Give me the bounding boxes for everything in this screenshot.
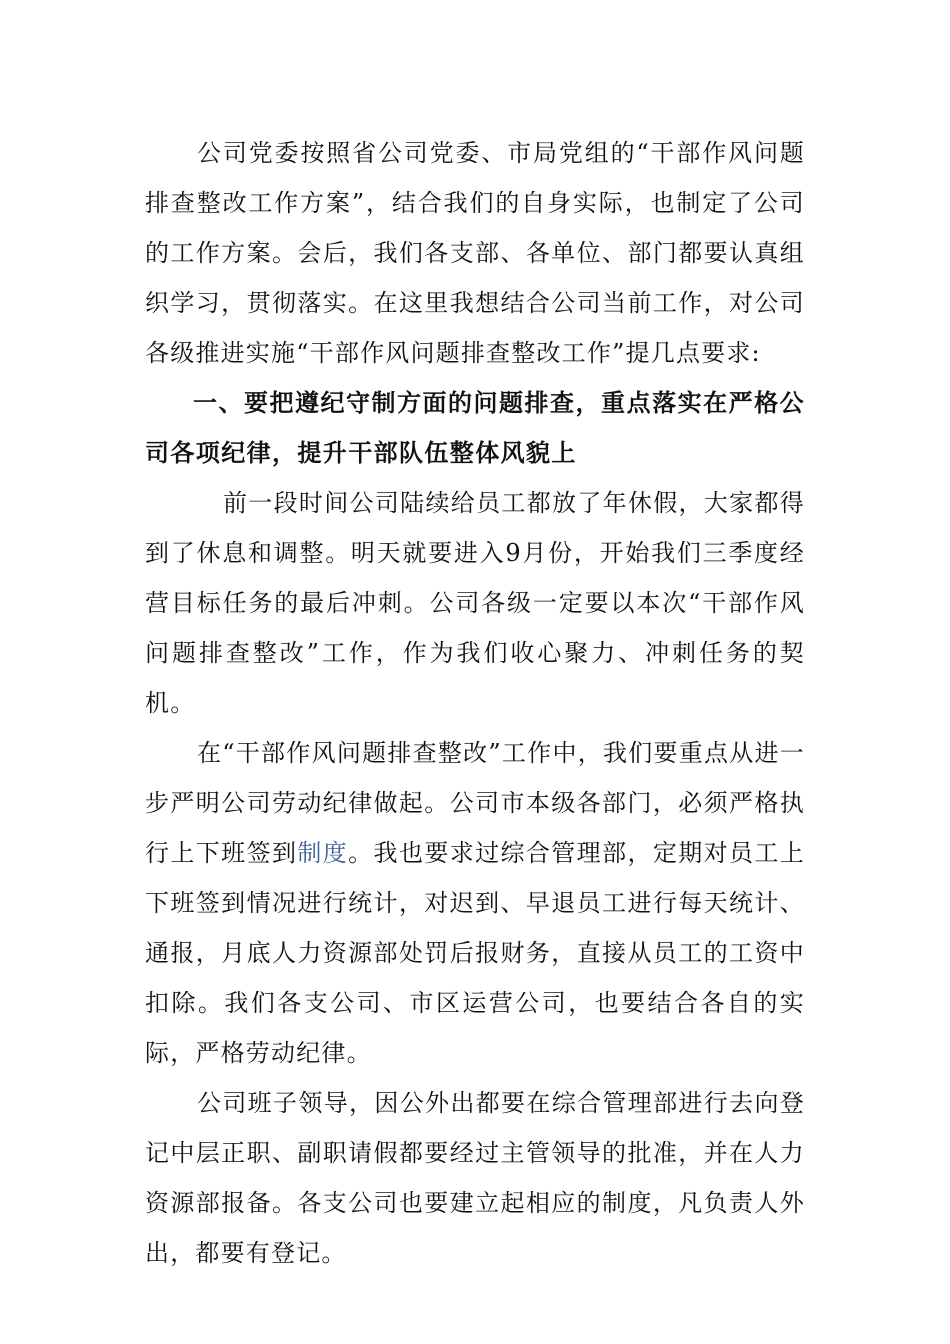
paragraph-labor-discipline-text-2: 。我也要求过综合管理部，定期对员工上下班签到情况进行统计，对迟到、早退员工进行每天统计、通报，月底人力资源部处罚后报财务，直接从员工的工资中扣除。我们各支公司、市区运营公司，也要结合各自的实际，严格劳动纪律。 xyxy=(145,839,806,1067)
document-body xyxy=(145,128,805,1278)
paragraph-rest-period: 前一段时间公司陆续给员工都放了年休假，大家都得到了休息和调整。明天就要进入9月份，开始我们三季度经营目标任务的最后冲刺。公司各级一定要以本次“干部作风问题排查整改”工作，作为我们收心聚力、冲刺任务的契机。 xyxy=(145,489,805,717)
paragraph-labor-discipline xyxy=(145,728,805,1078)
system-link[interactable]: 制度 xyxy=(297,839,349,867)
section-heading-1: 一、要把遵纪守制方面的问题排查，重点落实在严格公司各项纪律，提升干部队伍整体风貌上 xyxy=(145,389,805,467)
paragraph-intro: 公司党委按照省公司党委、市局党组的“干部作风问题排查整改工作方案”，结合我们的自身实际，也制定了公司的工作方案。会后，我们各支部、各单位、部门都要认真组织学习，贯彻落实。在这里我想结合公司当前工作，对公司各级推进实施“干部作风问题排查整改工作”提几点要求: xyxy=(145,139,805,367)
paragraph-labor-discipline-text-1: 在“干部作风问题排查整改”工作中，我们要重点从进一步严明公司劳动纪律做起。公司市本级各部门，必须严格执行上下班签到 xyxy=(145,739,805,867)
paragraph-leader-registration: 公司班子领导，因公外出都要在综合管理部进行去向登记中层正职、副职请假都要经过主管领导的批准，并在人力资源部报备。各支公司也要建立起相应的制度，凡负责人外出，都要有登记。 xyxy=(145,1089,805,1267)
